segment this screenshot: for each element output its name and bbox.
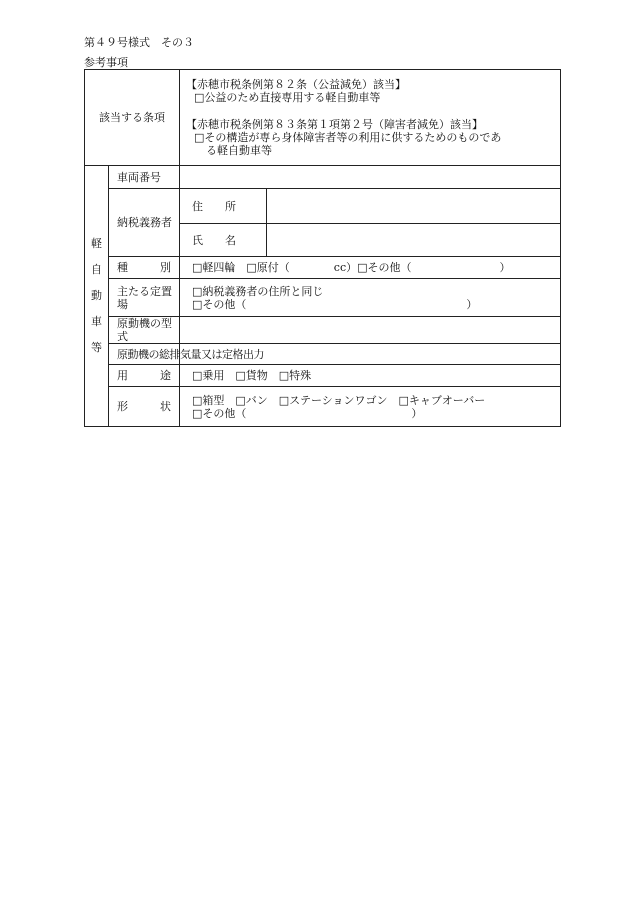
group-char-1: 軽	[91, 237, 102, 250]
group-char-5: 等	[91, 341, 102, 354]
use-options[interactable]: □乗用 □貨物 □特殊	[180, 365, 561, 387]
public-exemption-clause	[186, 78, 560, 104]
group-char-4: 車	[91, 315, 102, 328]
public-exemption-checkbox[interactable]: □公益のため直接専用する軽自動車等	[194, 90, 381, 104]
disability-exemption-checkbox[interactable]: □その構造が専ら身体障害者等の利用に供するためのものであ	[194, 130, 502, 144]
shape-row	[85, 387, 561, 427]
shape-label: 形 状	[109, 387, 180, 427]
shape-options-line2[interactable]: □その他（ ）	[192, 406, 423, 420]
engine-model-label: 原動機の型式	[109, 317, 180, 344]
section-title: 参考事項	[84, 56, 128, 69]
light-vehicle-group-label	[85, 166, 109, 427]
disability-exemption-continuation: る軽自動車等	[206, 143, 272, 157]
disability-exemption-clause	[186, 118, 560, 157]
same-as-address-checkbox[interactable]: □納税義務者の住所と同じ	[192, 284, 324, 298]
storage-location-label: 主たる定置場	[109, 279, 180, 317]
use-label: 用 途	[109, 365, 180, 387]
shape-options-line1[interactable]: □箱型 □バン □ステーションワゴン □キャブオーバー	[192, 393, 486, 407]
reference-table	[84, 69, 561, 427]
plate-number-field[interactable]	[180, 166, 561, 189]
public-exemption-title: 【赤穂市税条例第８２条（公益減免）該当】	[186, 77, 406, 91]
engine-output-row	[85, 344, 561, 365]
shape-options	[180, 387, 561, 427]
engine-model-row	[85, 317, 561, 344]
other-location-checkbox[interactable]: □その他（ ）	[192, 297, 478, 311]
storage-location-options	[180, 279, 561, 317]
plate-number-row	[85, 166, 561, 189]
group-char-3: 動	[91, 289, 102, 302]
address-label: 住 所	[180, 189, 267, 224]
form-number: 第４９号様式 その３	[84, 36, 194, 49]
use-row	[85, 365, 561, 387]
vehicle-type-label: 種 別	[109, 257, 180, 279]
vehicle-type-row	[85, 257, 561, 279]
applicable-clause-cell	[180, 70, 561, 166]
group-char-2: 自	[91, 263, 102, 276]
taxpayer-label: 納税義務者	[109, 189, 180, 257]
plate-number-label: 車両番号	[109, 166, 180, 189]
applicable-clause-label: 該当する条項	[85, 70, 180, 166]
taxpayer-address-row	[85, 189, 561, 224]
disability-exemption-title: 【赤穂市税条例第８３条第１項第２号（障害者減免）該当】	[186, 117, 483, 131]
vehicle-type-options[interactable]: □軽四輪 □原付（ cc）□その他（ ）	[180, 257, 561, 279]
engine-model-field[interactable]	[180, 317, 561, 344]
name-label: 氏 名	[180, 224, 267, 257]
applicable-clause-row	[85, 70, 561, 166]
name-field[interactable]	[267, 224, 561, 257]
address-field[interactable]	[267, 189, 561, 224]
storage-location-row	[85, 279, 561, 317]
engine-output-label: 原動機の総排気量又は定格出力	[109, 344, 180, 365]
